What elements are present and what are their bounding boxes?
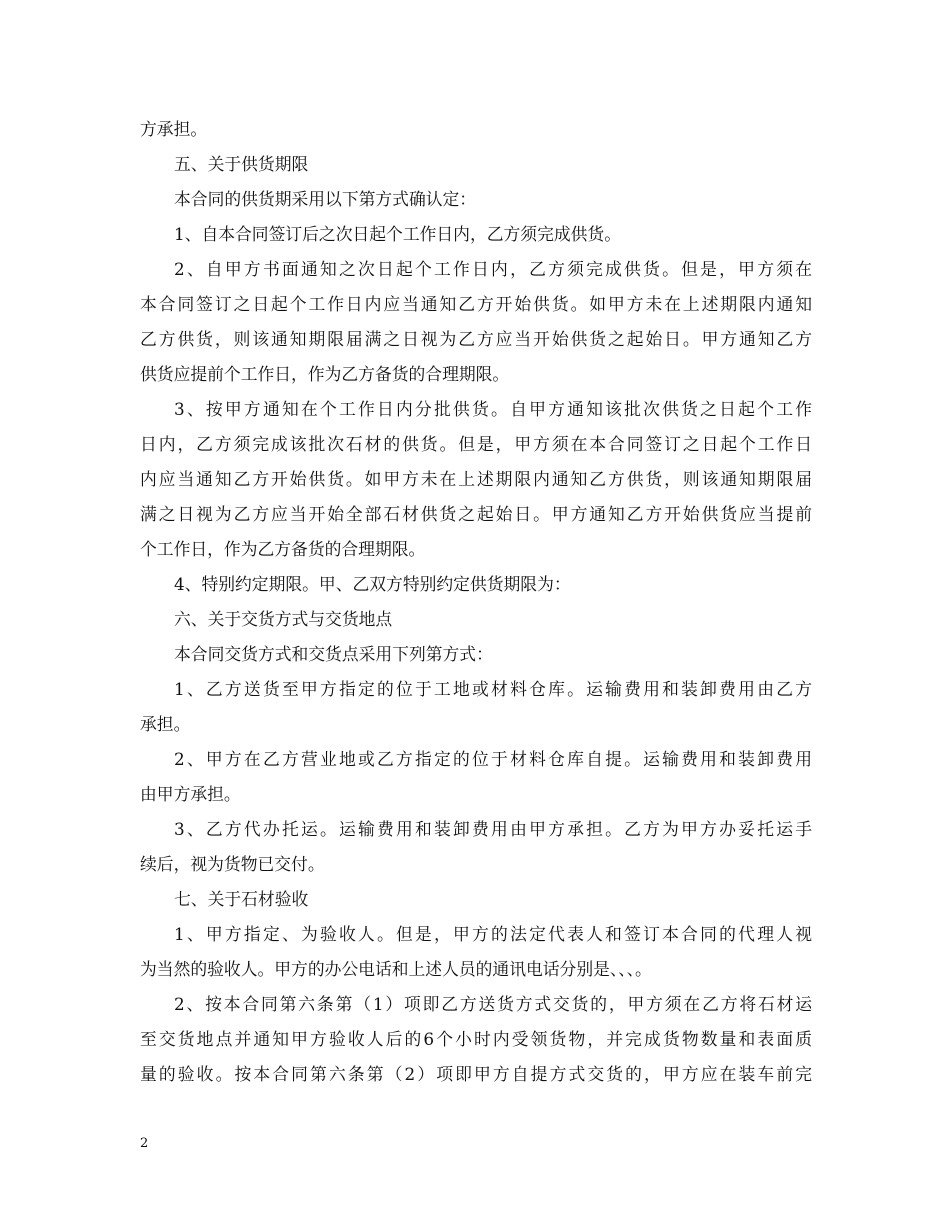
text-line: 本合同交货方式和交货点采用下列第方式： xyxy=(174,644,493,664)
text-line: 续后，视为货物已交付。 xyxy=(140,854,325,874)
text-line: 六、关于交货方式与交货地点 xyxy=(174,609,393,629)
text-line: 由甲方承担。 xyxy=(140,784,241,804)
text-line: 量的验收。按本合同第六条第（2）项即甲方自提方式交货的，甲方应在装车前完 xyxy=(140,1064,812,1084)
text-line: 2、自甲方书面通知之次日起个工作日内，乙方须完成供货。但是，甲方须在 xyxy=(174,259,812,279)
text-line: 本合同签订之日起个工作日内应当通知乙方开始供货。如甲方未在上述期限内通知 xyxy=(140,294,812,314)
page-number: 2 xyxy=(140,1136,149,1151)
text-line: 供货应提前个工作日，作为乙方备货的合理期限。 xyxy=(140,364,510,384)
text-line: 承担。 xyxy=(140,714,191,734)
text-line: 满之日视为乙方应当开始全部石材供货之起始日。甲方通知乙方开始供货应当提前 xyxy=(140,504,812,524)
text-line: 日内，乙方须完成该批次石材的供货。但是，甲方须在本合同签订之日起个工作日 xyxy=(140,434,812,454)
document-body xyxy=(140,112,812,1092)
text-line: 3、乙方代办托运。运输费用和装卸费用由甲方承担。乙方为甲方办妥托运手 xyxy=(174,819,812,839)
text-line: 五、关于供货期限 xyxy=(174,154,309,174)
text-line: 乙方供货，则该通知期限届满之日视为乙方应当开始供货之起始日。甲方通知乙方 xyxy=(140,329,812,349)
text-line: 内应当通知乙方开始供货。如甲方未在上述期限内通知乙方供货，则该通知期限届 xyxy=(140,469,812,489)
text-line: 方承担。 xyxy=(140,119,208,139)
text-line: 1、甲方指定、为验收人。但是，甲方的法定代表人和签订本合同的代理人视 xyxy=(174,924,812,944)
text-line: 至交货地点并通知甲方验收人后的6个小时内受领货物，并完成货物数量和表面质 xyxy=(140,1029,812,1049)
text-line: 个工作日，作为乙方备货的合理期限。 xyxy=(140,539,426,559)
text-line: 为当然的验收人。甲方的办公电话和上述人员的通讯电话分别是、、、。 xyxy=(140,959,652,979)
text-line: 本合同的供货期采用以下第方式确认定： xyxy=(174,189,477,209)
text-line: 1、乙方送货至甲方指定的位于工地或材料仓库。运输费用和装卸费用由乙方 xyxy=(174,679,812,699)
text-line: 七、关于石材验收 xyxy=(174,889,309,909)
text-line: 2、按本合同第六条第（1）项即乙方送货方式交货的，甲方须在乙方将石材运 xyxy=(174,994,812,1014)
text-line: 1、自本合同签订后之次日起个工作日内，乙方须完成供货。 xyxy=(174,224,621,244)
text-line: 2、甲方在乙方营业地或乙方指定的位于材料仓库自提。运输费用和装卸费用 xyxy=(174,749,812,769)
text-line: 4、特别约定期限。甲、乙双方特别约定供货期限为： xyxy=(174,574,571,594)
text-line: 3、按甲方通知在个工作日内分批供货。自甲方通知该批次供货之日起个工作 xyxy=(174,399,812,419)
